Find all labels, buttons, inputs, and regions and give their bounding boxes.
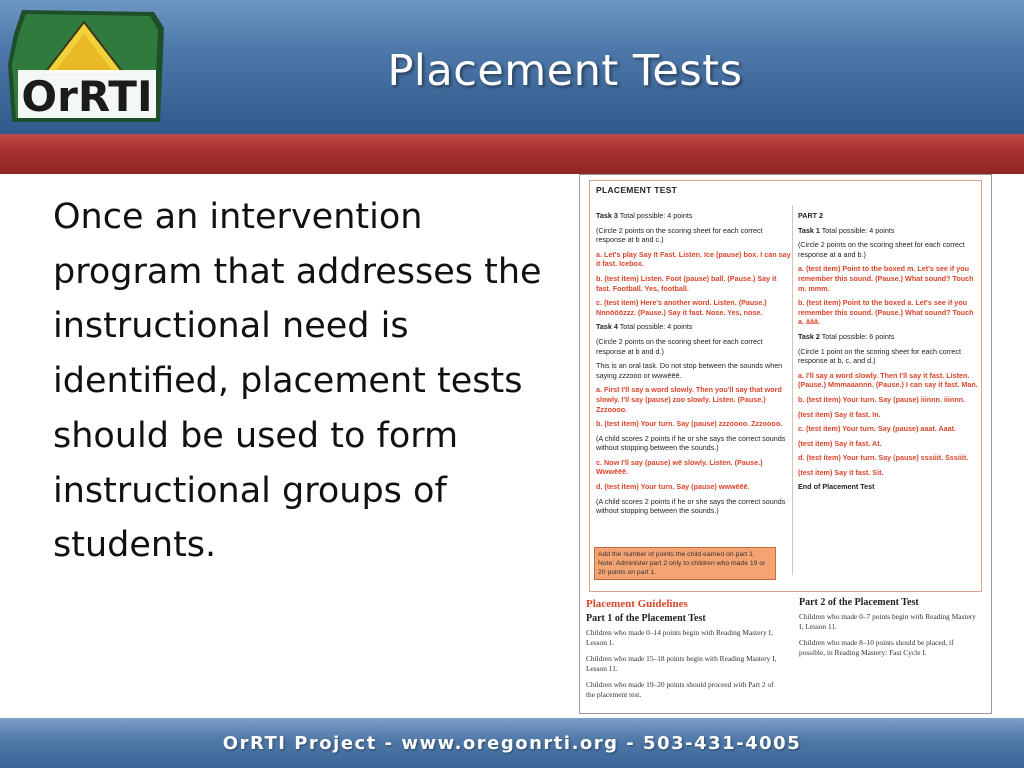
part1-title: Part 1 of the Placement Test: [586, 613, 706, 624]
header-accent-band: [0, 134, 1024, 174]
guideline-1: Children who made 0–14 points begin with Reading Mastery I, Lesson 1.: [586, 628, 773, 647]
task4-b: b. (test item) Your turn. Say (pause) zzzoooo. Zzzoooo.: [596, 419, 783, 429]
task1-note: (Circle 2 points on the scoring sheet for each correct response at a and b.): [798, 240, 965, 259]
guidelines-part1: [586, 614, 781, 706]
task4-d-note: (A child scores 2 points if he or she says the correct sounds without stopping between the sounds.): [596, 496, 786, 516]
footer-text: OrRTI Project - www.oregonrti.org - 503-431-4005: [222, 733, 802, 754]
task2-total: Total possible: 6 points: [821, 331, 895, 341]
task4-d: d. (test item) Your turn. Say (pause) wwwēēē.: [596, 482, 750, 492]
document-right-column: [798, 211, 980, 497]
task2-title: Task 2: [798, 331, 820, 341]
task2-b: b. (test item) Your turn. Say (pause) iiinnn. iiinnn.: [798, 394, 966, 404]
document-heading: PLACEMENT TEST: [596, 185, 678, 195]
shaded-instruction-box: Add the number of points the child earned on part 1. Note: Administer part 2 only to children who made 19 or 20 points on part 1.: [594, 547, 776, 580]
task4-total: Total possible: 4 points: [619, 322, 693, 332]
guideline-3: Children who made 19–20 points should proceed with Part 2 of the placement test.: [586, 680, 774, 699]
task4-intro: This is an oral task. Do not stop between the sounds when saying zzzooo or wwwēēē.: [596, 361, 783, 380]
column-divider: [792, 205, 793, 575]
page-title: Placement Tests: [387, 46, 743, 96]
placement-test-document: [579, 174, 992, 714]
task2-a: a. I'll say a word slowly. Then I'll say it fast. Listen. (Pause.) Mmmaaannn. (Pause.) I can say it fast. Man.: [798, 370, 978, 390]
guideline-4: Children who made 0–7 points begin with Reading Mastery I, Lesson 11.: [799, 612, 976, 631]
guidelines-part2: [799, 598, 981, 664]
task3-title: Task 3: [596, 211, 618, 220]
document-left-column: [596, 211, 792, 521]
task2-c2: (test item) Say it fast. At.: [798, 438, 882, 448]
guideline-5: Children who made 8–10 points should be placed, if possible, in Reading Mastery: Fast Cycle I.: [799, 638, 954, 657]
task3-total: Total possible: 4 points: [619, 211, 693, 220]
task2-note: (Circle 1 point on the scoring sheet for each correct response at b, c, and d.): [798, 346, 961, 366]
guidelines-heading: Placement Guidelines: [586, 598, 688, 610]
task2-d: d. (test item) Your turn. Say (pause) sssiiit. Sssiiit.: [798, 453, 969, 463]
task4-title: Task 4: [596, 322, 618, 332]
task3-note: (Circle 2 points on the scoring sheet for each correct response at b and c.): [596, 225, 763, 245]
task1-title: Task 1: [798, 225, 820, 235]
task2-c: c. (test item) Your turn. Say (pause) aaat. Aaat.: [798, 424, 957, 434]
task4-a: a. First I'll say a word slowly. Then you'll say that word slowly. I'll say (pause) zoo slowly. Listen. (Pause.) Zzzoooo.: [596, 385, 782, 414]
part2-label: PART 2: [798, 211, 824, 220]
task4-note: (Circle 2 points on the scoring sheet for each correct response at b and d.): [596, 336, 763, 356]
task1-b: b. (test item) Point to the boxed a. Let's see if you remember this sound. (Pause.) What sound? Touch a. ăăă.: [798, 298, 974, 327]
task3-a: a. Let's play Say It Fast. Listen. Ice (pause) box. I can say it fast. Icebox.: [596, 249, 791, 269]
task1-total: Total possible: 4 points: [821, 225, 895, 235]
body-paragraph: Once an intervention program that addresses the instructional need is identified, placement tests should be used to form instructional groups of students.: [53, 197, 542, 566]
task1-a: a. (test item) Point to the boxed m. Let's see if you remember this sound. (Pause.) What sound? Touch m. mmm.: [798, 264, 974, 293]
task4-c: c. Now I'll say (pause) wē slowly. Listen. (Pause.) Wwwēēē.: [596, 457, 763, 477]
part2-title: Part 2 of the Placement Test: [799, 597, 919, 608]
task2-d2: (test item) Say it fast. Sit.: [798, 467, 884, 477]
guideline-2: Children who made 15–18 points begin with Reading Mastery I, Lesson 11.: [586, 654, 777, 673]
task2-b2: (test item) Say it fast. In.: [798, 409, 881, 419]
orrti-logo: [4, 4, 170, 128]
logo-text: OrRTI: [21, 72, 153, 121]
task3-b: b. (test item) Listen. Foot (pause) ball. (Pause.) Say it fast. Football. Yes, football.: [596, 273, 777, 293]
end-of-test: End of Placement Test: [798, 482, 875, 492]
task3-c: c. (test item) Here's another word. Listen. (Pause.) Nnnööözzz. (Pause.) Say it fast. Nose. Yes, nose.: [596, 298, 767, 317]
task4-b-note: (A child scores 2 points if he or she says the correct sounds without stopping between the sounds.): [596, 433, 786, 453]
